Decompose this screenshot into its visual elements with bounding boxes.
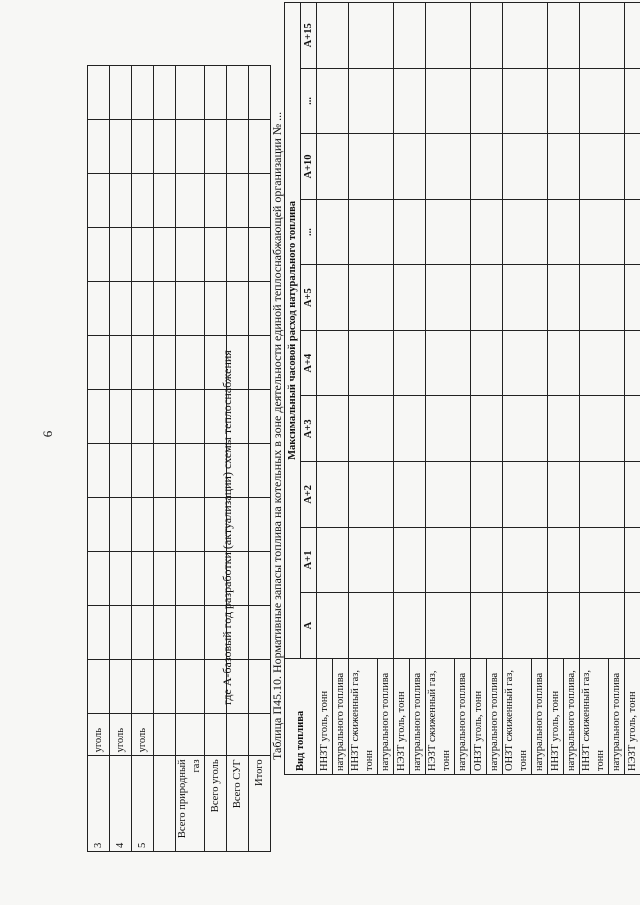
value-cell (580, 134, 625, 200)
fuel-reserve-table (284, 2, 640, 775)
empty-cell (154, 120, 176, 174)
value-cell (548, 199, 580, 265)
table-row (317, 3, 333, 775)
value-cell (625, 462, 640, 528)
empty-cell (176, 389, 205, 443)
value-cell (317, 527, 349, 593)
empty-cell (110, 174, 132, 228)
value-cell (317, 68, 349, 134)
empty-cell (176, 335, 205, 389)
table-row (625, 3, 640, 775)
fuel-unit-label: натурального топлива (378, 658, 394, 774)
value-cell (471, 3, 503, 69)
value-cell (625, 396, 640, 462)
value-cell (548, 68, 580, 134)
value-cell (580, 462, 625, 528)
header-row-group (285, 3, 301, 775)
value-cell (503, 527, 548, 593)
empty-cell (88, 605, 110, 659)
table-row (548, 3, 564, 775)
value-cell (625, 68, 640, 134)
empty-cell (176, 659, 205, 713)
empty-cell (110, 389, 132, 443)
value-cell (426, 396, 471, 462)
footnote: где А-базовый год разработки (актуализации) схемы теплоснабжения (220, 350, 234, 705)
empty-cell (132, 281, 154, 335)
empty-cell (88, 174, 110, 228)
value-cell (349, 593, 394, 659)
table-row (471, 3, 487, 775)
empty-cell (176, 713, 205, 756)
empty-cell (154, 335, 176, 389)
value-cell (426, 199, 471, 265)
value-cell (426, 462, 471, 528)
table-row (426, 3, 455, 775)
summary-label: Всего СУГ (227, 756, 249, 852)
value-cell (503, 396, 548, 462)
empty-cell (176, 497, 205, 551)
year-header: А+10 (301, 134, 317, 200)
empty-cell (154, 228, 176, 282)
value-cell (471, 527, 503, 593)
value-cell (317, 462, 349, 528)
table-row (349, 3, 378, 775)
value-cell (625, 593, 640, 659)
value-cell (426, 527, 471, 593)
fuel-type-label: НЭЗТ сжиженный газ, тонн (426, 658, 455, 774)
header-max-hourly: Максимальный часовой расход натурального топлива (285, 3, 301, 659)
empty-cell (154, 281, 176, 335)
value-cell (317, 593, 349, 659)
table-row (503, 3, 532, 775)
value-cell (394, 265, 426, 331)
table-caption: Таблица П45.10. Нормативные запасы топлива на котельных в зоне деятельности единой теплоснабжающей организации № ... (270, 111, 284, 760)
empty-cell (110, 335, 132, 389)
empty-cell (88, 443, 110, 497)
value-cell (317, 134, 349, 200)
value-cell (625, 3, 640, 69)
empty-cell (88, 120, 110, 174)
empty-cell (88, 335, 110, 389)
value-cell (471, 330, 503, 396)
value-cell (625, 134, 640, 200)
value-cell (394, 199, 426, 265)
value-cell (625, 527, 640, 593)
upper-summary-table (87, 65, 271, 852)
value-cell (349, 330, 394, 396)
fuel-kind: уголь (88, 713, 110, 756)
value-cell (471, 396, 503, 462)
value-cell (394, 3, 426, 69)
empty-cell (176, 605, 205, 659)
value-cell (580, 527, 625, 593)
value-cell (349, 265, 394, 331)
empty-cell (110, 281, 132, 335)
value-cell (471, 199, 503, 265)
empty-cell (176, 228, 205, 282)
value-cell (349, 527, 394, 593)
empty-cell (154, 497, 176, 551)
year-header: А+4 (301, 330, 317, 396)
value-cell (471, 68, 503, 134)
boiler-row (154, 66, 176, 852)
year-header: А+15 (301, 3, 317, 69)
value-cell (548, 330, 580, 396)
value-cell (625, 199, 640, 265)
value-cell (394, 396, 426, 462)
empty-cell (132, 497, 154, 551)
value-cell (471, 462, 503, 528)
empty-cell (132, 605, 154, 659)
fuel-type-label: ННЗТ сжиженный газ, тонн (349, 658, 378, 774)
value-cell (503, 593, 548, 659)
fuel-unit-label: натурального топлива (333, 658, 349, 774)
value-cell (426, 3, 471, 69)
value-cell (426, 593, 471, 659)
summary-row (176, 66, 205, 852)
empty-cell (176, 174, 205, 228)
value-cell (394, 330, 426, 396)
value-cell (625, 330, 640, 396)
value-cell (317, 330, 349, 396)
empty-cell (132, 174, 154, 228)
value-cell (317, 3, 349, 69)
value-cell (548, 265, 580, 331)
empty-cell (132, 66, 154, 120)
value-cell (426, 68, 471, 134)
empty-cell (132, 228, 154, 282)
value-cell (625, 265, 640, 331)
value-cell (349, 68, 394, 134)
value-cell (426, 134, 471, 200)
empty-cell (132, 551, 154, 605)
value-cell (580, 330, 625, 396)
value-cell (394, 593, 426, 659)
empty-cell (132, 120, 154, 174)
year-header: А+1 (301, 527, 317, 593)
table-row (394, 3, 410, 775)
summary-label: Всего природный газ (176, 756, 205, 852)
empty-cell (132, 389, 154, 443)
fuel-type-label: ОНЗТ сжиженный газ, тонн (503, 658, 532, 774)
value-cell (317, 199, 349, 265)
empty-cell (132, 659, 154, 713)
year-header: А+2 (301, 462, 317, 528)
value-cell (471, 134, 503, 200)
empty-cell (154, 66, 176, 120)
value-cell (580, 265, 625, 331)
empty-cell (110, 659, 132, 713)
empty-cell (176, 120, 205, 174)
empty-cell (88, 66, 110, 120)
fuel-type-label: ННЗТ уголь, тонн (548, 658, 564, 774)
empty-cell (154, 389, 176, 443)
year-header: ... (301, 199, 317, 265)
year-header: А+3 (301, 396, 317, 462)
value-cell (548, 396, 580, 462)
year-header: А (301, 593, 317, 659)
value-cell (580, 68, 625, 134)
boiler-row (132, 66, 154, 852)
fuel-type-label: НЭЗТ уголь, тонн (625, 658, 640, 774)
value-cell (317, 396, 349, 462)
row-number: 3 (88, 756, 110, 852)
value-cell (503, 462, 548, 528)
fuel-type-label: ННЗТ сжиженный газ, тонн (580, 658, 609, 774)
value-cell (471, 593, 503, 659)
empty-cell (154, 174, 176, 228)
value-cell (548, 527, 580, 593)
value-cell (503, 199, 548, 265)
value-cell (349, 3, 394, 69)
boiler-row (110, 66, 132, 852)
fuel-unit-label: натурального топлива (487, 658, 503, 774)
empty-cell (110, 66, 132, 120)
value-cell (471, 265, 503, 331)
value-cell (548, 593, 580, 659)
value-cell (580, 3, 625, 69)
value-cell (394, 527, 426, 593)
empty-cell (132, 443, 154, 497)
year-header: А+5 (301, 265, 317, 331)
empty-cell (88, 551, 110, 605)
value-cell (548, 134, 580, 200)
fuel-kind: уголь (110, 713, 132, 756)
value-cell (503, 134, 548, 200)
empty-cell (110, 497, 132, 551)
empty-cell (110, 228, 132, 282)
fuel-unit-label: натурального топлива (410, 658, 426, 774)
year-header: ... (301, 68, 317, 134)
empty-cell (88, 659, 110, 713)
fuel-type-label: ОНЗТ уголь, тонн (471, 658, 487, 774)
empty-cell (176, 66, 205, 120)
value-cell (349, 462, 394, 528)
value-cell (503, 330, 548, 396)
empty-cell (88, 281, 110, 335)
empty-cell (154, 551, 176, 605)
page-number: 6 (40, 430, 55, 438)
value-cell (503, 68, 548, 134)
value-cell (349, 396, 394, 462)
value-cell (394, 462, 426, 528)
value-cell (580, 199, 625, 265)
empty-cell (110, 551, 132, 605)
fuel-unit-label: натурального топлива (455, 658, 471, 774)
summary-label: Всего уголь (205, 756, 227, 852)
value-cell (548, 3, 580, 69)
fuel-unit-label: натурального топлива, (564, 658, 580, 774)
value-cell (317, 265, 349, 331)
empty-cell (88, 389, 110, 443)
empty-cell (110, 443, 132, 497)
empty-cell (132, 335, 154, 389)
empty-cell (176, 443, 205, 497)
empty-cell (154, 443, 176, 497)
value-cell (548, 462, 580, 528)
value-cell (580, 396, 625, 462)
fuel-kind: уголь (132, 713, 154, 756)
empty-cell (110, 120, 132, 174)
fuel-type-label: НЭЗТ уголь, тонн (394, 658, 410, 774)
empty-cell (110, 605, 132, 659)
table-row (580, 3, 609, 775)
fuel-unit-label: натурального топлива (609, 658, 625, 774)
value-cell (394, 68, 426, 134)
value-cell (394, 134, 426, 200)
value-cell (426, 330, 471, 396)
value-cell (503, 265, 548, 331)
empty-cell (88, 228, 110, 282)
value-cell (349, 134, 394, 200)
header-fuel-type: Вид топлива (285, 658, 317, 774)
value-cell (503, 3, 548, 69)
value-cell (349, 199, 394, 265)
row-number: 5 (132, 756, 154, 852)
empty-cell (154, 659, 176, 713)
summary-label: Итого (249, 756, 271, 852)
fuel-unit-label: натурального топлива (532, 658, 548, 774)
fuel-kind (154, 713, 176, 756)
empty-cell (154, 605, 176, 659)
empty-cell (88, 497, 110, 551)
fuel-type-label: ННЗТ уголь, тонн (317, 658, 333, 774)
value-cell (426, 265, 471, 331)
row-number: 4 (110, 756, 132, 852)
row-number (154, 756, 176, 852)
boiler-row (88, 66, 110, 852)
empty-cell (176, 281, 205, 335)
empty-cell (176, 551, 205, 605)
value-cell (580, 593, 625, 659)
